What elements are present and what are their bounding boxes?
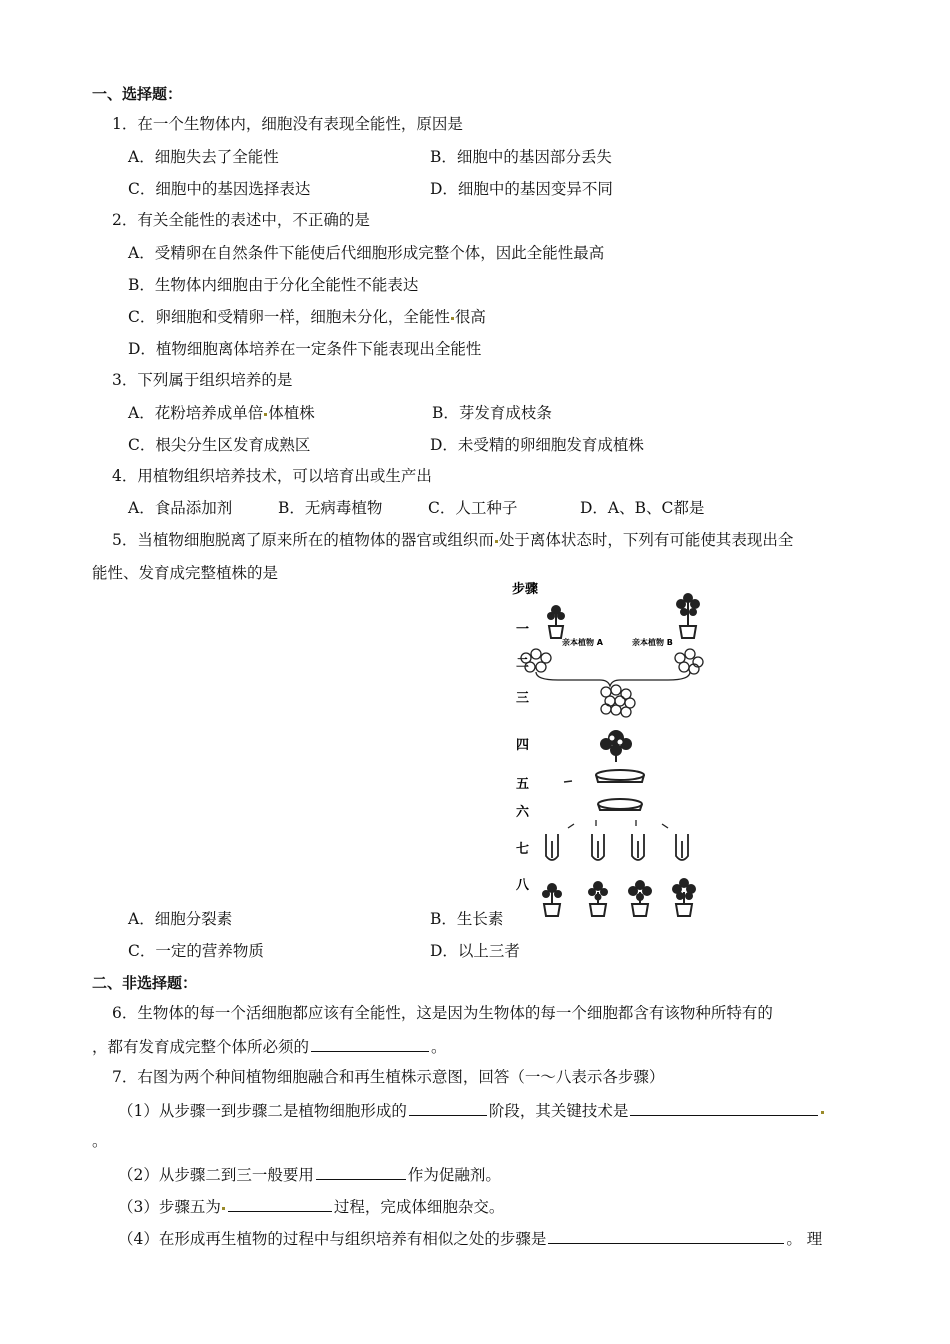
question-3-option-c: C．根尖分生区发育成熟区 bbox=[128, 436, 311, 454]
ink-dot bbox=[222, 1207, 225, 1210]
question-5-stem bbox=[112, 530, 793, 550]
step-label-4: 四 bbox=[516, 738, 530, 753]
answer-blank-q7-3[interactable] bbox=[228, 1195, 332, 1212]
question-7-part-1 bbox=[118, 1099, 825, 1121]
question-2-option-c-part2: 很高 bbox=[454, 308, 486, 326]
step-label-8: 八 bbox=[516, 878, 530, 893]
ink-dot bbox=[264, 413, 267, 416]
question-5-stem-cont: 能性、发育成完整植株的是 bbox=[92, 564, 279, 582]
question-7-part-4-text-a: （4）在形成再生植物的过程中与组织培养有相似之处的步骤是 bbox=[118, 1230, 547, 1248]
question-3-option-a bbox=[128, 403, 315, 423]
question-2-option-d: D．植物细胞离体培养在一定条件下能表现出全能性 bbox=[128, 340, 482, 358]
cell-fusion-diagram bbox=[508, 576, 708, 926]
question-5-option-c: C．一定的营养物质 bbox=[128, 942, 264, 960]
question-7-stem: 7．右图为两个种间植物细胞融合和再生植株示意图，回答（一～八表示各步骤） bbox=[112, 1068, 665, 1086]
question-7-part-1-text-a: （1）从步骤一到步骤二是植物细胞形成的 bbox=[118, 1102, 407, 1120]
question-2-stem: 2．有关全能性的表述中，不正确的是 bbox=[112, 211, 370, 229]
question-2-option-c bbox=[128, 307, 486, 327]
answer-blank-q7-2[interactable] bbox=[316, 1163, 406, 1180]
question-6-line2 bbox=[92, 1035, 447, 1057]
question-6-text-after-blank: 。 bbox=[431, 1038, 447, 1056]
question-7-part-3-text-a: （3）步骤五为 bbox=[118, 1198, 221, 1216]
question-5-stem-part2: 处于离体状态时，下列有可能使其表现出全 bbox=[498, 531, 794, 549]
question-6-text-before-blank: ，都有发育成完整个体所必须的 bbox=[92, 1038, 310, 1056]
parent-plant-a-label: 亲本植物 A bbox=[562, 638, 603, 647]
question-7-part-3 bbox=[118, 1195, 504, 1217]
question-3-stem: 3．下列属于组织培养的是 bbox=[112, 371, 293, 389]
question-4-option-b: B．无病毒植物 bbox=[278, 499, 383, 517]
question-3-option-a-part2: 体植株 bbox=[268, 404, 315, 422]
question-5-stem-part1: 5．当植物细胞脱离了原来所在的植物体的器官或组织而 bbox=[112, 531, 494, 549]
parent-plant-b-label: 亲本植物 B bbox=[632, 638, 673, 647]
question-5-option-b: B．生长素 bbox=[430, 910, 504, 928]
question-5-option-d: D．以上三者 bbox=[430, 942, 520, 960]
step-label-3: 三 bbox=[516, 691, 530, 706]
question-5-option-a: A．细胞分裂素 bbox=[128, 910, 233, 928]
question-7-part-3-text-b: 过程，完成体细胞杂交。 bbox=[333, 1198, 505, 1216]
step-label-6: 六 bbox=[516, 805, 530, 820]
diagram-header: 步骤 bbox=[512, 582, 539, 597]
question-4-option-d: D．A、B、C都是 bbox=[580, 499, 705, 517]
question-7-part-1-text-b: 阶段，其关键技术是 bbox=[488, 1102, 629, 1120]
question-3-option-a-part1: A．花粉培养成单倍 bbox=[128, 404, 264, 422]
step-label-2: 二 bbox=[516, 656, 530, 671]
question-2-option-c-part1: C．卵细胞和受精卵一样，细胞未分化，全能性 bbox=[128, 308, 450, 326]
question-3-option-b: B．芽发育成枝条 bbox=[432, 404, 552, 422]
question-4-option-a: A．食品添加剂 bbox=[128, 499, 233, 517]
question-7-part-4 bbox=[118, 1227, 822, 1249]
question-7-part-1-end: 。 bbox=[92, 1132, 108, 1150]
question-4-option-c: C．人工种子 bbox=[428, 499, 518, 517]
ink-dot bbox=[495, 540, 498, 543]
question-7-part-2 bbox=[118, 1163, 501, 1185]
answer-blank-q6[interactable] bbox=[311, 1035, 429, 1052]
question-4-stem: 4．用植物组织培养技术，可以培育出或生产出 bbox=[112, 467, 432, 485]
question-3-option-d: D．未受精的卵细胞发育成植株 bbox=[430, 436, 644, 454]
question-1-stem: 1．在一个生物体内，细胞没有表现全能性，原因是 bbox=[112, 115, 463, 133]
question-7-part-4-text-b: 。 理 bbox=[786, 1230, 823, 1248]
ink-dot bbox=[821, 1111, 824, 1114]
question-6-line1: 6．生物体的每一个活细胞都应该有全能性，这是因为生物体的每一个细胞都含有该物种所特有的 bbox=[112, 1004, 773, 1022]
question-2-option-b: B．生物体内细胞由于分化全能性不能表达 bbox=[128, 276, 419, 294]
question-7-part-2-text-b: 作为促融剂。 bbox=[407, 1166, 501, 1184]
question-1-option-a: A．细胞失去了全能性 bbox=[128, 148, 279, 166]
step-label-1: 一 bbox=[516, 622, 530, 637]
arrow-mark bbox=[564, 781, 572, 782]
section-title-choice: 一、选择题： bbox=[92, 85, 183, 103]
question-1-option-c: C．细胞中的基因选择表达 bbox=[128, 180, 311, 198]
question-1-option-d: D．细胞中的基因变异不同 bbox=[430, 180, 613, 198]
answer-blank-q7-4[interactable] bbox=[548, 1227, 784, 1244]
answer-blank-q7-1b[interactable] bbox=[630, 1099, 818, 1116]
ink-dot bbox=[451, 317, 454, 320]
step-label-7: 七 bbox=[516, 842, 530, 857]
step-label-5: 五 bbox=[516, 777, 530, 792]
answer-blank-q7-1a[interactable] bbox=[409, 1099, 487, 1116]
question-1-option-b: B．细胞中的基因部分丢失 bbox=[430, 148, 612, 166]
question-2-option-a: A．受精卵在自然条件下能使后代细胞形成完整个体，因此全能性最高 bbox=[128, 244, 605, 262]
cell-fusion-diagram-svg bbox=[508, 576, 708, 926]
question-7-part-2-text-a: （2）从步骤二到三一般要用 bbox=[118, 1166, 314, 1184]
section-title-nonchoice: 二、非选择题： bbox=[92, 974, 198, 992]
